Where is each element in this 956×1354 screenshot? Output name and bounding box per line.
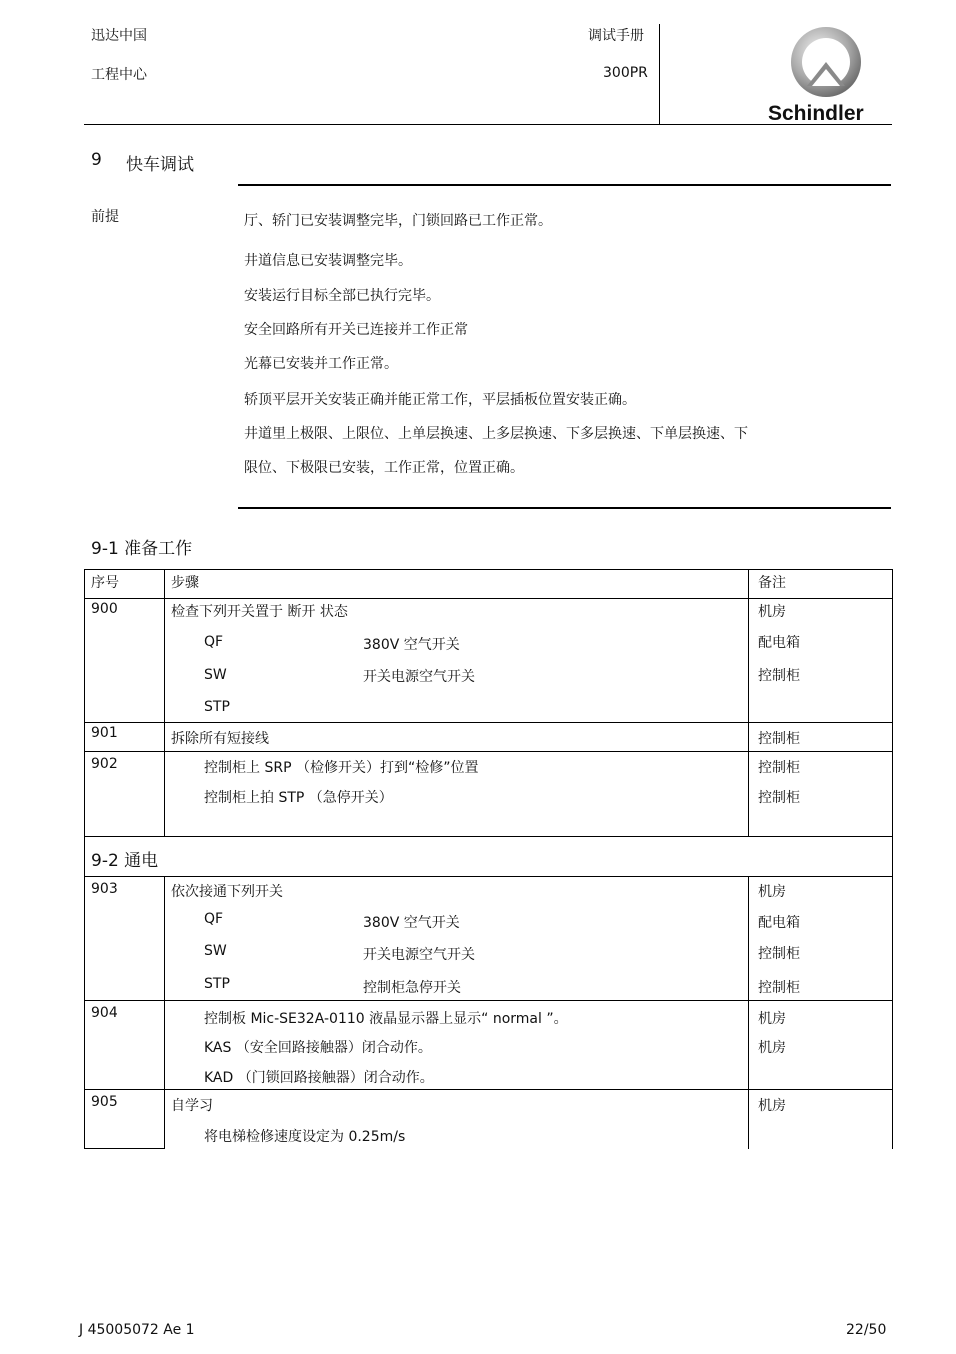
row-number: 900	[91, 601, 118, 617]
table-rule	[84, 1000, 893, 1001]
prereq-label: 前提	[91, 209, 119, 225]
row-number: 901	[91, 725, 118, 741]
prereq-line: 轿顶平层开关安装正确并能正常工作，平层插板位置安装正确。	[244, 392, 636, 408]
table-rule	[84, 751, 893, 752]
step-text: 检查下列开关置于 断开 状态	[171, 604, 348, 620]
header-company: 迅达中国	[91, 28, 147, 44]
table-rule	[84, 598, 893, 599]
switch-code: QF	[204, 911, 224, 927]
table-rule	[164, 569, 165, 837]
table-rule	[84, 1148, 164, 1149]
note-text: 配电箱	[758, 635, 800, 651]
table-rule	[84, 569, 85, 1149]
footer-page-number: 22/50	[846, 1322, 887, 1338]
row-number: 905	[91, 1094, 118, 1110]
table-rule	[84, 1089, 893, 1090]
section-number: 9	[91, 150, 102, 170]
step-text: 控制柜上 SRP （检修开关）打到“检修”位置	[204, 760, 479, 776]
switch-code: STP	[204, 976, 230, 992]
switch-desc: 380V 空气开关	[363, 637, 460, 653]
header-model: 300PR	[603, 65, 648, 81]
switch-code: STP	[204, 699, 230, 715]
col-header-note: 备注	[758, 575, 786, 591]
col-header-step: 步骤	[171, 575, 199, 591]
table-rule	[84, 836, 893, 837]
switch-desc: 开关电源空气开关	[363, 669, 475, 685]
row-number: 903	[91, 881, 118, 897]
step-text: 依次接通下列开关	[171, 884, 283, 900]
note-text: 机房	[758, 1040, 786, 1056]
switch-desc: 控制柜急停开关	[363, 980, 461, 996]
section-rule-top	[238, 184, 891, 186]
header-divider	[659, 24, 660, 125]
prereq-line: 井道里上极限、上限位、上单层换速、上多层换速、下多层换速、下单层换速、下	[244, 426, 748, 442]
section-rule-bottom	[238, 507, 891, 509]
table-rule	[748, 876, 749, 1149]
section-title: 快车调试	[126, 155, 194, 175]
table-rule	[84, 876, 893, 877]
table-rule	[164, 876, 165, 1149]
prereq-line: 厅、轿门已安装调整完毕，门锁回路已工作正常。	[244, 213, 552, 229]
prereq-line: 光幕已安装并工作正常。	[244, 356, 398, 372]
note-text: 控制柜	[758, 731, 800, 747]
step-text: KAD （门锁回路接触器）闭合动作。	[204, 1070, 434, 1086]
note-text: 机房	[758, 604, 786, 620]
schindler-emblem-icon	[766, 24, 890, 100]
note-text: 机房	[758, 884, 786, 900]
note-text: 机房	[758, 1011, 786, 1027]
subsection-title-9-1: 9-1 准备工作	[91, 539, 193, 559]
header-doc-type: 调试手册	[588, 28, 644, 44]
row-number: 902	[91, 756, 118, 772]
note-text: 控制柜	[758, 668, 800, 684]
step-text: 将电梯检修速度设定为 0.25m/s	[204, 1129, 406, 1145]
prereq-line: 安装运行目标全部已执行完毕。	[244, 288, 440, 304]
col-header-no: 序号	[91, 575, 119, 591]
step-text: 控制柜上拍 STP （急停开关）	[204, 790, 393, 806]
prereq-line: 井道信息已安装调整完毕。	[244, 253, 412, 269]
header-department: 工程中心	[91, 67, 147, 83]
note-text: 控制柜	[758, 980, 800, 996]
table-rule	[84, 569, 893, 570]
note-text: 配电箱	[758, 915, 800, 931]
switch-desc: 开关电源空气开关	[363, 947, 475, 963]
note-text: 控制柜	[758, 790, 800, 806]
prereq-line: 限位、下极限已安装，工作正常，位置正确。	[244, 460, 524, 476]
footer-doc-id: J 45005072 Ae 1	[79, 1322, 195, 1338]
prereq-line: 安全回路所有开关已连接并工作正常	[244, 322, 468, 338]
step-text: KAS （安全回路接触器）闭合动作。	[204, 1040, 432, 1056]
step-text: 控制板 Mic-SE32A-0110 液晶显示器上显示“ normal ”。	[204, 1011, 568, 1027]
subsection-title-9-2: 9-2 通电	[91, 851, 159, 871]
table-rule	[748, 569, 749, 837]
switch-code: QF	[204, 634, 224, 650]
table-rule	[84, 722, 893, 723]
note-text: 控制柜	[758, 760, 800, 776]
schindler-logo	[766, 24, 890, 126]
switch-desc: 380V 空气开关	[363, 915, 460, 931]
note-text: 机房	[758, 1098, 786, 1114]
step-text: 拆除所有短接线	[171, 731, 269, 747]
switch-code: SW	[204, 667, 227, 683]
step-text: 自学习	[171, 1098, 213, 1114]
row-number: 904	[91, 1005, 118, 1021]
note-text: 控制柜	[758, 946, 800, 962]
switch-code: SW	[204, 943, 227, 959]
logo-wordmark: Schindler	[768, 102, 864, 125]
table-rule	[892, 569, 893, 1149]
